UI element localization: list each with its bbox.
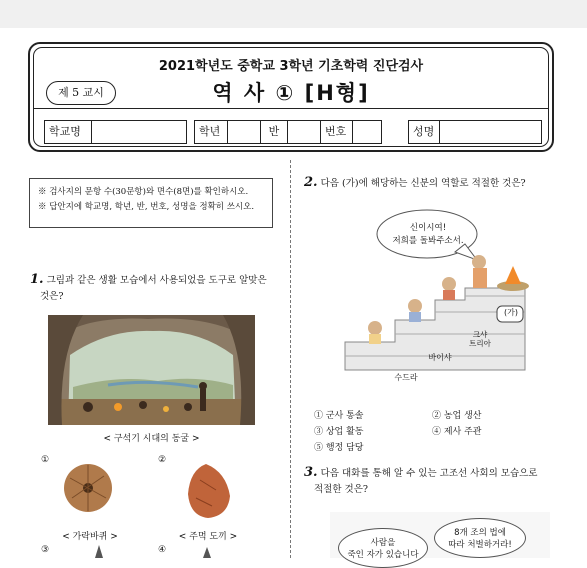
notice-line-1: ※ 검사지의 문항 수(30문항)와 면수(8면)를 확인하시오.	[38, 187, 249, 197]
question-3-text-2: 적절한 것은?	[314, 484, 368, 495]
grade-label: 학년	[194, 120, 228, 144]
speech-left-1: 사람을	[370, 538, 396, 548]
question-1	[30, 272, 280, 305]
number-field[interactable]	[352, 120, 382, 144]
q2-choice-4[interactable]: ④ 제사 주관	[432, 427, 482, 437]
question-2	[304, 175, 574, 192]
notice-box	[29, 178, 273, 228]
q2-choice-1[interactable]: ① 군사 통솔	[314, 411, 364, 421]
speech-bubble-prayer	[392, 218, 464, 256]
option-3-image-partial	[84, 545, 114, 558]
school-label: 학교명	[44, 120, 92, 144]
grade-field[interactable]	[227, 120, 261, 144]
q2-choice-5[interactable]: ⑤ 행정 담당	[314, 443, 364, 453]
q2-choice-3[interactable]: ③ 상업 활동	[314, 427, 364, 437]
exam-title: 2021학년도 중학교 3학년 기초학력 진단검사	[158, 59, 424, 74]
label-kshatriya-2: 트리아	[469, 339, 491, 348]
label-kshatriya-1: 크샤	[472, 330, 488, 339]
question-1-text-2: 것은?	[40, 291, 64, 302]
notice-line-2: ※ 답안지에 학교명, 학년, 반, 번호, 성명을 정확히 쓰시오.	[38, 202, 255, 212]
subject-title: 역 사 ① [H형]	[212, 81, 370, 105]
name-label: 성명	[408, 120, 440, 144]
question-3-text-1: 다음 대화를 통해 알 수 있는 고조선 사회의 모습으로	[320, 468, 538, 479]
question-3-number: 3.	[304, 465, 318, 480]
question-1-number: 1.	[30, 272, 44, 287]
column-divider	[290, 160, 291, 558]
school-field[interactable]	[91, 120, 187, 144]
number-label: 번호	[320, 120, 353, 144]
label-vaishya: 바이샤	[428, 353, 452, 362]
spindle-whorl-image	[62, 462, 114, 514]
class-field[interactable]	[287, 120, 321, 144]
speech-bubble-right	[434, 518, 526, 558]
hand-axe-image	[186, 462, 232, 520]
period-badge: 제 5 교시	[46, 81, 116, 105]
speech-right-1: 8개 조의 법에	[454, 528, 506, 538]
q1-option-1-number[interactable]: ①	[41, 455, 50, 465]
speech-right-2: 따라 처벌하거라!	[448, 540, 512, 550]
speech-bubble-left	[338, 528, 428, 568]
q1-option-1-caption: < 가락바퀴 >	[62, 532, 118, 542]
question-2-number: 2.	[304, 175, 318, 190]
q1-option-4-number[interactable]: ④	[158, 545, 167, 555]
label-shudra: 수드라	[394, 373, 418, 382]
header-divider	[33, 108, 549, 109]
q1-option-3-number[interactable]: ③	[41, 545, 50, 555]
speech-left-2: 죽인 자가 있습니다	[347, 550, 419, 560]
speech-line-2: 저희를 돌봐주소서.	[392, 236, 464, 246]
cave-illustration	[48, 315, 255, 425]
top-band	[0, 0, 587, 28]
label-kshatriya	[462, 330, 498, 348]
q1-option-2-caption: < 주먹 도끼 >	[178, 532, 238, 542]
q2-choice-2[interactable]: ② 농업 생산	[432, 411, 482, 421]
q1-option-2-number[interactable]: ②	[158, 455, 167, 465]
student-info-row	[44, 120, 542, 144]
name-field[interactable]	[439, 120, 542, 144]
label-ga: (가)	[504, 308, 518, 317]
class-label: 반	[260, 120, 288, 144]
option-4-image-partial	[192, 547, 222, 558]
question-2-text: 다음 (가)에 해당하는 신분의 역할로 적절한 것은?	[320, 178, 526, 189]
question-1-text-1: 그림과 같은 생활 모습에서 사용되었을 도구로 알맞은	[46, 275, 267, 286]
cave-caption: < 구석기 시대의 동굴 >	[103, 434, 200, 444]
exam-header	[28, 42, 554, 152]
speech-line-1: 신이시여!	[409, 223, 447, 233]
question-3	[304, 465, 574, 498]
